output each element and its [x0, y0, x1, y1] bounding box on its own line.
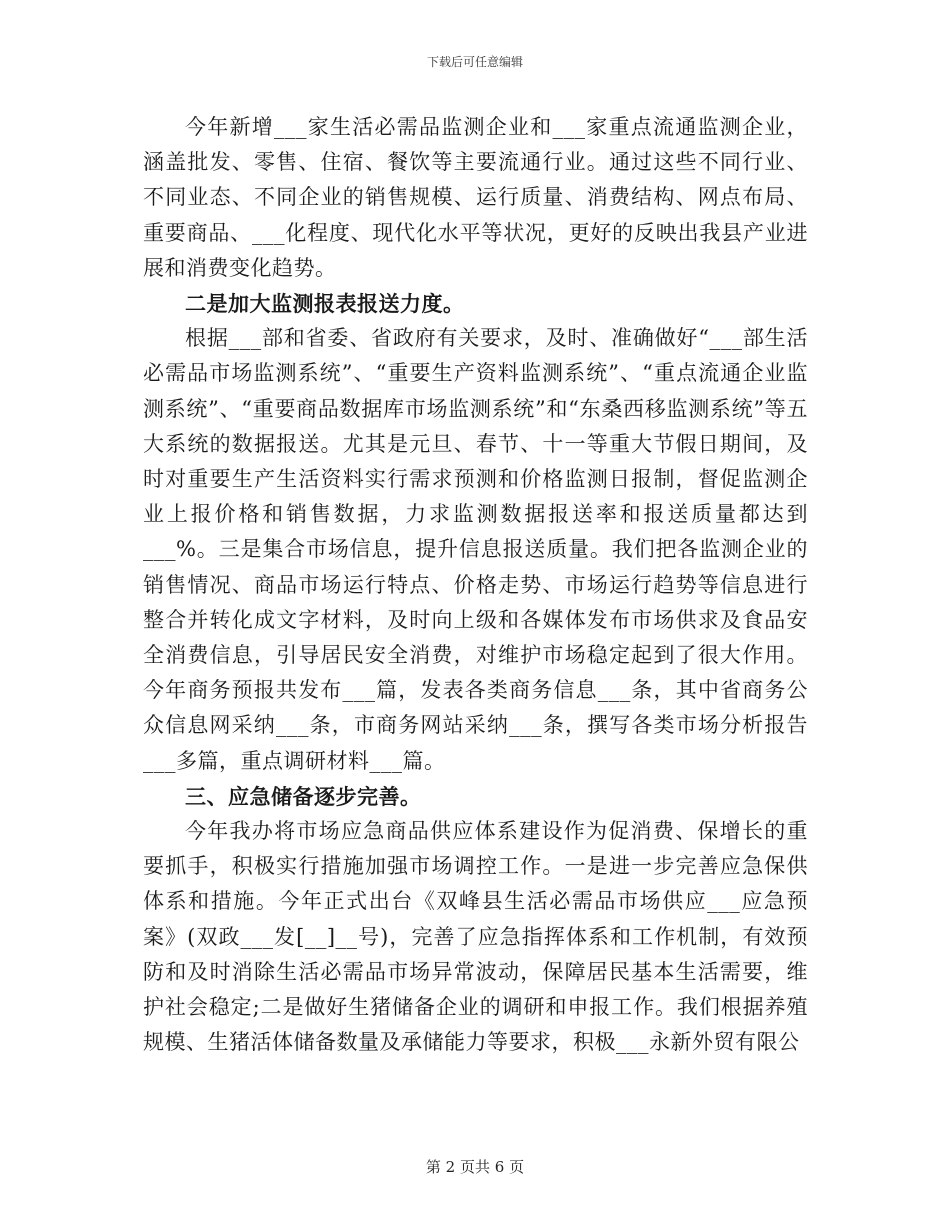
paragraph-emergency-reserve: 今年我办将市场应急商品供应体系建设作为促消费、保增长的重要抓手，积极实行措施加强市场调控工作。一是进一步完善应急保供体系和措施。今年正式出台《双峰县生活必需品市场供应___应急预案》(双政___发[__]__号)，完善了应急指挥体系和工作机制，有效预防和及时消除生活必需品市场异常波动，保障居民基本生活需要，维护社会稳定;二是做好生猪储备企业的调研和申报工作。我们根据养殖规模、生猪活体储备数量及承储能力等要求，积极___永新外贸有限公: [143, 819, 808, 1055]
page-number: 第 2 页共 6 页: [425, 1158, 525, 1176]
page-header: 下载后可任意编辑: [426, 55, 523, 69]
paragraph-report-submission: 根据___部和省委、省政府有关要求，及时、准确做好“___部生活必需品市场监测系统”、“重要生产资料监测系统”、“重点流通企业监测系统”、“重要商品数据库市场监测系统”和“东桑西移监测系统”等五大系统的数据报送。尤其是元旦、春节、十一等重大节假日期间，及时对重要生产生活资料实行需求预测和价格监测日报制，督促监测企业上报价格和销售数据，力求监测数据报送率和报送质量都达到___%。三是集合市场信息，提升信息报送质量。我们把各监测企业的销售情况、商品市场运行特点、价格走势、市场运行趋势等信息进行整合并转化成文字材料，及时向上级和各媒体发布市场供求及食品安全消费信息，引导居民安全消费，对维护市场稳定起到了很大作用。今年商务预报共发布___篇，发表各类商务信息___条，其中省商务公众信息网采纳___条，市商务网站采纳___条，撰写各类市场分析报告___多篇，重点调研材料___篇。: [143, 326, 808, 773]
section-heading-report-submission: 二是加大监测报表报送力度。: [185, 291, 465, 317]
section-heading-emergency-reserve: 三、应急储备逐步完善。: [185, 783, 422, 809]
paragraph-monitoring-enterprises: 今年新增___家生活必需品监测企业和___家重点流通监测企业，涵盖批发、零售、住宿、餐饮等主要流通行业。通过这些不同行业、不同业态、不同企业的销售规模、运行质量、消费结构、网点布局、重要商品、___化程度、现代化水平等状况，更好的反映出我县产业进展和消费变化趋势。: [143, 115, 808, 280]
document-body: [143, 110, 808, 1060]
